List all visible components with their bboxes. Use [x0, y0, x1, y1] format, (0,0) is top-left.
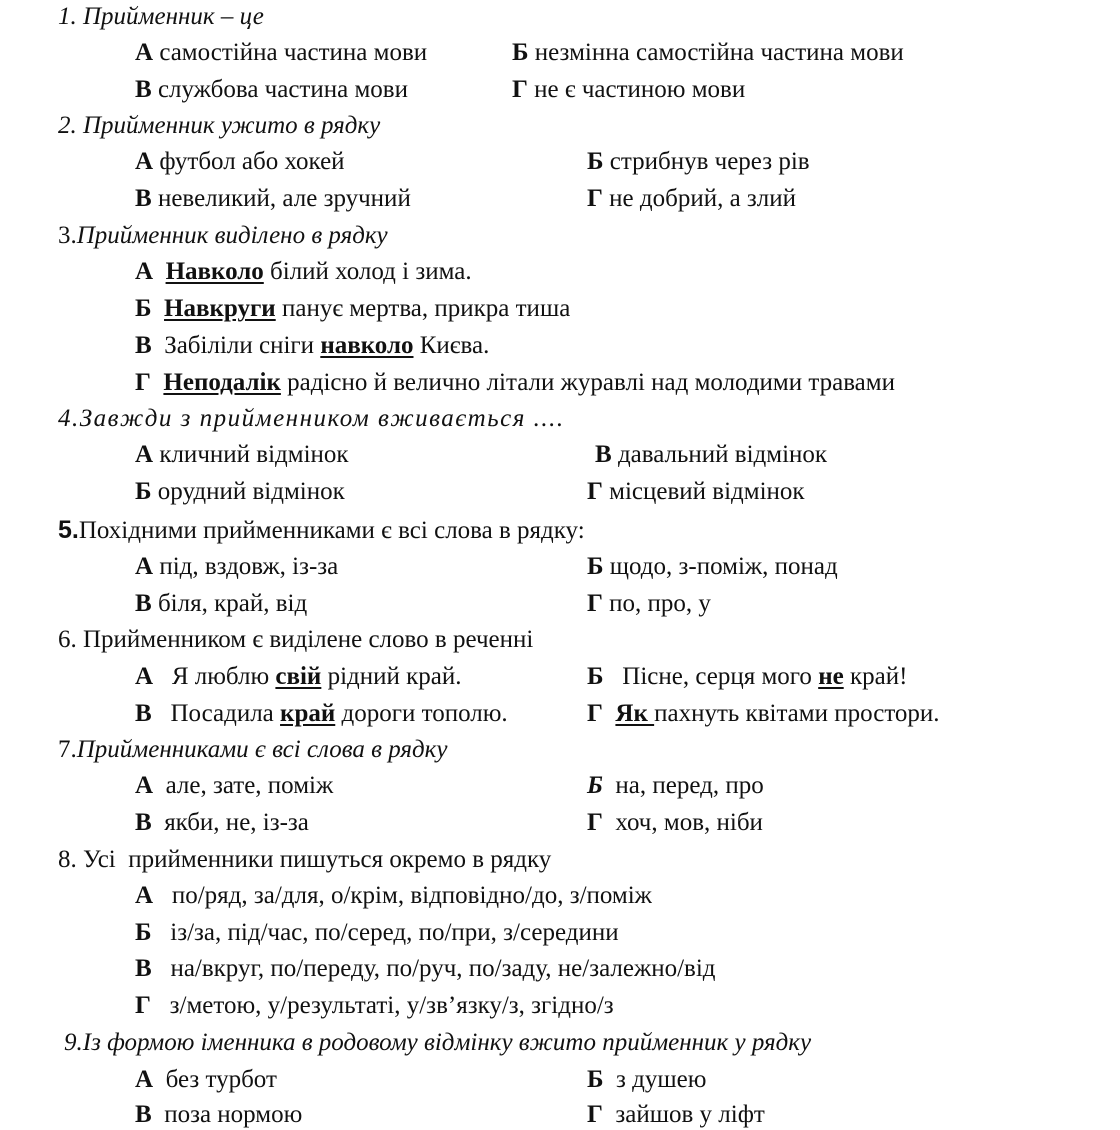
- q3-a-rest: білий холод і зима.: [263, 258, 472, 285]
- q7-title-text: Прийменниками є всі слова в рядку: [76, 736, 448, 763]
- q9-b-text: з душею: [603, 1066, 707, 1093]
- q7-option-v: [135, 808, 309, 838]
- q1-g-text: не є частиною мови: [527, 76, 746, 103]
- q6-option-b: [587, 662, 907, 692]
- q5-g-text: по, про, у: [602, 590, 711, 617]
- q8-a-letter: А: [135, 882, 154, 909]
- q4-b-text: орудний відмінок: [151, 478, 345, 505]
- q1-a-text: самостійна частина мови: [153, 39, 428, 66]
- q9-option-g: [587, 1100, 765, 1130]
- q7-option-g: [587, 808, 763, 838]
- q3-b-rest: панує мертва, прикра тиша: [275, 295, 571, 322]
- q8-option-b: [135, 918, 619, 948]
- q2-option-v: [135, 184, 411, 214]
- q6-a-highlight: свій: [275, 663, 322, 690]
- q3-v-rest: Києва.: [413, 332, 490, 359]
- q5-title-text: Похідними прийменниками є всі слова в рядку:: [78, 517, 585, 544]
- q9-option-b: [587, 1065, 706, 1095]
- question-6-title: 6. Прийменником є виділене слово в реченні: [58, 626, 534, 653]
- q5-g-letter: Г: [587, 590, 603, 617]
- q1-b-text: незмінна самостійна частина мови: [528, 39, 904, 66]
- q3-b-letter: Б: [135, 295, 152, 322]
- q6-b-highlight: не: [818, 663, 844, 690]
- q9-v-letter: В: [135, 1101, 152, 1128]
- q5-v-text: біля, край, від: [151, 590, 308, 617]
- question-2-title: 2. Прийменник ужито в рядку: [58, 112, 381, 139]
- question-1-title: 1. Прийменник – це: [58, 3, 264, 30]
- q9-b-letter: Б: [587, 1066, 604, 1093]
- q7-g-letter: Г: [587, 809, 603, 836]
- q1-b-letter: Б: [512, 39, 529, 66]
- q3-g-letter: Г: [135, 369, 151, 396]
- q8-option-a: [135, 881, 652, 911]
- question-7-title: [58, 735, 447, 765]
- q8-g-letter: Г: [135, 992, 151, 1019]
- q6-v-highlight: край: [280, 700, 336, 727]
- q1-a-letter: А: [135, 39, 154, 66]
- q4-a-text: кличний відмінок: [153, 441, 349, 468]
- q3-b-highlight: Навкруги: [164, 295, 276, 322]
- q3-option-a: [135, 257, 472, 287]
- q7-option-a: [135, 771, 333, 801]
- q4-option-b: [135, 477, 345, 507]
- q3-v-pre: Забіліли сніги: [164, 332, 321, 359]
- q6-b-pre: Пісне, серця мого: [603, 663, 819, 690]
- q9-v-text: поза нормою: [151, 1101, 303, 1128]
- q7-g-text: хоч, мов, ніби: [602, 809, 763, 836]
- q4-v-letter: В: [595, 441, 612, 468]
- q9-option-v: [135, 1100, 302, 1130]
- q3-title-text: Прийменник виділено в рядку: [76, 222, 388, 249]
- q7-b-letter: Б: [587, 772, 603, 799]
- q3-g-highlight: Неподалік: [163, 369, 281, 396]
- q9-a-letter: А: [135, 1066, 154, 1093]
- q1-v-letter: В: [135, 76, 152, 103]
- q8-g-text: з/метою, у/результаті, у/зв’язку/з, згідно/з: [150, 992, 614, 1019]
- q4-a-letter: А: [135, 441, 154, 468]
- q2-a-text: футбол або хокей: [153, 148, 345, 175]
- question-8-title: 8. Усі прийменники пишуться окремо в рядку: [58, 846, 552, 873]
- q4-v-text: давальний відмінок: [611, 441, 828, 468]
- q4-g-text: місцевий відмінок: [602, 478, 805, 505]
- question-3-title: [58, 221, 388, 251]
- q3-number: 3.: [58, 222, 77, 249]
- q3-v-highlight: навколо: [320, 332, 414, 359]
- q8-option-v: [135, 954, 716, 984]
- q5-option-v: [135, 589, 307, 619]
- question-5-title: [58, 515, 585, 546]
- q4-option-g: [587, 477, 805, 507]
- q8-a-text: по/ряд, за/для, о/крім, відповідно/до, з/поміж: [153, 882, 652, 909]
- q2-b-text: стрибнув через рів: [603, 148, 810, 175]
- q2-option-a: [135, 147, 345, 177]
- q7-a-text: але, зате, поміж: [153, 772, 334, 799]
- q9-g-letter: Г: [587, 1101, 603, 1128]
- q8-v-letter: В: [135, 955, 152, 982]
- q6-g-highlight: Як: [615, 700, 655, 727]
- q1-v-text: службова частина мови: [151, 76, 408, 103]
- q5-option-g: [587, 589, 711, 619]
- q4-g-letter: Г: [587, 478, 603, 505]
- q5-v-letter: В: [135, 590, 152, 617]
- q3-a-highlight: Навколо: [165, 258, 264, 285]
- q3-option-g: [135, 368, 895, 398]
- q4-option-a: [135, 440, 349, 470]
- q2-option-b: [587, 147, 810, 177]
- q5-a-text: під, вздовж, із-за: [153, 553, 339, 580]
- q9-g-text: зайшов у ліфт: [602, 1101, 765, 1128]
- q6-g-pre: [603, 700, 616, 727]
- q2-v-letter: В: [135, 185, 152, 212]
- q8-b-letter: Б: [135, 919, 152, 946]
- q5-number: 5.: [58, 516, 79, 544]
- q2-a-letter: А: [135, 148, 154, 175]
- q9-option-a: [135, 1065, 277, 1095]
- q7-v-text: якби, не, із-за: [151, 809, 309, 836]
- q7-number: 7.: [58, 736, 77, 763]
- q8-option-g: [135, 991, 614, 1021]
- q3-v-letter: В: [135, 332, 152, 359]
- q5-option-a: [135, 552, 338, 582]
- q6-v-pre: Посадила: [151, 700, 281, 727]
- q8-b-text: із/за, під/час, по/серед, по/при, з/середини: [151, 919, 619, 946]
- q7-b-text: на, перед, про: [602, 772, 764, 799]
- q6-g-letter: Г: [587, 700, 603, 727]
- q2-v-text: невеликий, але зручний: [151, 185, 411, 212]
- q1-option-v: [135, 75, 408, 105]
- q5-a-letter: А: [135, 553, 154, 580]
- q3-option-b: [135, 294, 570, 324]
- q7-v-letter: В: [135, 809, 152, 836]
- q6-a-pre: Я люблю: [153, 663, 276, 690]
- q6-b-rest: край!: [843, 663, 908, 690]
- q2-g-letter: Г: [587, 185, 603, 212]
- q5-option-b: [587, 552, 838, 582]
- q6-option-v: [135, 699, 508, 729]
- q4-b-letter: Б: [135, 478, 152, 505]
- q1-option-g: [512, 75, 745, 105]
- q5-b-letter: Б: [587, 553, 604, 580]
- q6-a-rest: рідний край.: [321, 663, 462, 690]
- q6-a-letter: А: [135, 663, 154, 690]
- q3-option-v: [135, 331, 489, 361]
- q2-b-letter: Б: [587, 148, 604, 175]
- q6-v-letter: В: [135, 700, 152, 727]
- question-9-title: 9.Із формою іменника в родовому відмінку вжито прийменник у рядку: [64, 1029, 812, 1056]
- q9-a-text: без турбот: [153, 1066, 277, 1093]
- q3-a-letter: А: [135, 258, 154, 285]
- q2-option-g: [587, 184, 796, 214]
- q5-b-text: щодо, з-поміж, понад: [603, 553, 838, 580]
- q1-g-letter: Г: [512, 76, 528, 103]
- q4-option-v: [595, 440, 827, 470]
- q7-a-letter: А: [135, 772, 154, 799]
- q6-option-g: [587, 699, 940, 729]
- q6-v-rest: дороги тополю.: [335, 700, 508, 727]
- q6-option-a: [135, 662, 462, 692]
- q8-v-text: на/вкруг, по/переду, по/руч, по/заду, не/залежно/від: [151, 955, 716, 982]
- q3-g-rest: радісно й велично літали журавлі над молодими травами: [280, 369, 895, 396]
- q2-g-text: не добрий, а злий: [602, 185, 797, 212]
- q6-g-rest: пахнуть квітами простори.: [654, 700, 940, 727]
- q1-option-a: [135, 38, 427, 68]
- q1-option-b: [512, 38, 904, 68]
- q7-option-b: [587, 771, 764, 801]
- q6-b-letter: Б: [587, 663, 604, 690]
- question-4-title: 4.Завжди з прийменником вживається ....: [58, 405, 565, 432]
